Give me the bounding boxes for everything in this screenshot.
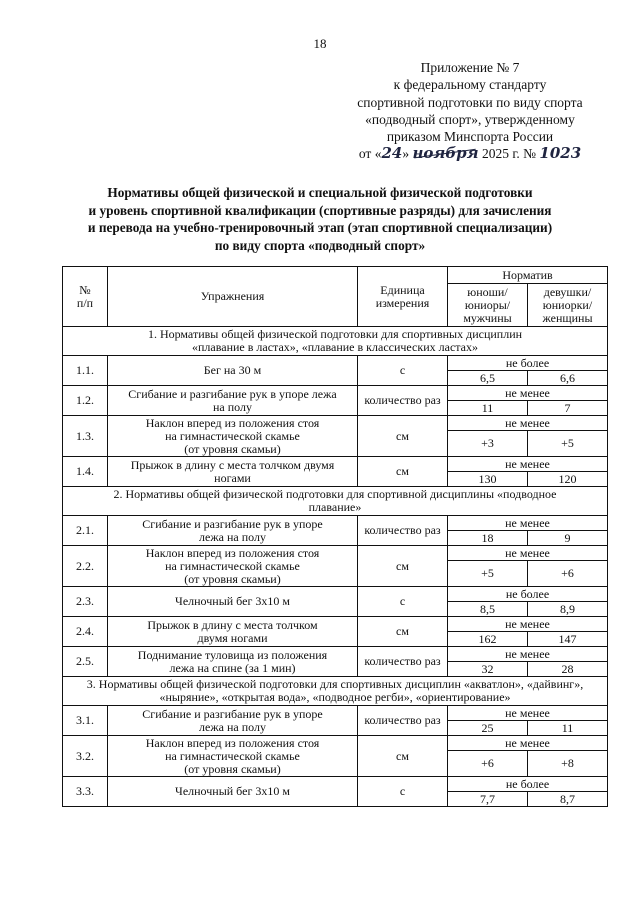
row-value-girls: 8,9 — [528, 602, 608, 617]
row-number: 2.2. — [63, 546, 108, 587]
order-date-line — [330, 145, 610, 162]
row-value-boys: 130 — [448, 472, 528, 487]
row-exercise: Прыжок в длину с места толчком двумя ногами — [108, 457, 358, 487]
table-row — [63, 647, 608, 662]
row-value-boys: 7,7 — [448, 792, 528, 807]
date-prefix: от « — [358, 146, 382, 162]
row-value-girls: 8,7 — [528, 792, 608, 807]
row-number: 3.1. — [63, 706, 108, 736]
section-title: 3. Нормативы общей физической подготовки для спортивных дисциплин «акватлон», «дайвинг», «ныряние», «открытая вода», «подводное регби», «ориентирование» — [63, 677, 608, 706]
header-boys: юноши/ юниоры/ мужчины — [448, 284, 528, 327]
row-value-boys: +3 — [448, 431, 528, 457]
section-title: 2. Нормативы общей физической подготовки для спортивной дисциплины «подводное плавание» — [63, 487, 608, 516]
row-value-boys: +5 — [448, 561, 528, 587]
table-row — [63, 777, 608, 792]
row-exercise: Сгибание и разгибание рук в упоре лежа на полу — [108, 516, 358, 546]
table-row — [63, 457, 608, 472]
row-value-girls: +6 — [528, 561, 608, 587]
row-condition: не менее — [448, 457, 608, 472]
row-value-boys: 32 — [448, 662, 528, 677]
section-title: 1. Нормативы общей физической подготовки для спортивных дисциплин «плавание в ластах», «плавание в классических ластах» — [63, 327, 608, 356]
row-number: 1.2. — [63, 386, 108, 416]
row-value-girls: 11 — [528, 721, 608, 736]
row-value-boys: 11 — [448, 401, 528, 416]
appendix-line: «подводный спорт», утвержденному — [365, 111, 575, 127]
document-title — [40, 184, 600, 254]
row-condition: не менее — [448, 736, 608, 751]
row-number: 3.3. — [63, 777, 108, 807]
row-value-boys: 6,5 — [448, 371, 528, 386]
table-row — [63, 546, 608, 561]
header-exercise: Упражнения — [108, 267, 358, 327]
handwritten-order-number: 1023 — [539, 144, 582, 163]
row-value-boys: 8,5 — [448, 602, 528, 617]
row-unit: количество раз — [358, 647, 448, 677]
row-unit: см — [358, 546, 448, 587]
header-unit: Единица измерения — [358, 267, 448, 327]
row-unit: см — [358, 617, 448, 647]
row-condition: не менее — [448, 546, 608, 561]
row-unit: количество раз — [358, 386, 448, 416]
table-row — [63, 416, 608, 431]
row-value-boys: 25 — [448, 721, 528, 736]
row-unit: количество раз — [358, 706, 448, 736]
row-exercise: Наклон вперед из положения стоя на гимнастической скамье (от уровня скамьи) — [108, 546, 358, 587]
row-condition: не более — [448, 356, 608, 371]
row-number: 2.5. — [63, 647, 108, 677]
row-condition: не менее — [448, 647, 608, 662]
row-unit: см — [358, 736, 448, 777]
row-condition: не менее — [448, 516, 608, 531]
row-unit: с — [358, 587, 448, 617]
row-condition: не менее — [448, 706, 608, 721]
table-row — [63, 516, 608, 531]
row-condition: не менее — [448, 617, 608, 632]
row-value-girls: 120 — [528, 472, 608, 487]
row-value-girls: 147 — [528, 632, 608, 647]
row-value-girls: 7 — [528, 401, 608, 416]
row-exercise: Поднимание туловища из положения лежа на спине (за 1 мин) — [108, 647, 358, 677]
page-number: 18 — [313, 36, 327, 51]
row-exercise: Сгибание и разгибание рук в упоре лежа на полу — [108, 386, 358, 416]
row-value-girls: 9 — [528, 531, 608, 546]
appendix-line: к федеральному стандарту — [393, 77, 547, 93]
table-row — [63, 356, 608, 371]
handwritten-month: ноября — [412, 144, 479, 163]
table-row — [63, 386, 608, 401]
row-number: 2.1. — [63, 516, 108, 546]
row-unit: см — [358, 457, 448, 487]
norms-table — [62, 266, 608, 807]
row-number: 2.3. — [63, 587, 108, 617]
appendix-title: Приложение № 7 — [420, 60, 520, 75]
row-exercise: Наклон вперед из положения стоя на гимнастической скамье (от уровня скамьи) — [108, 416, 358, 457]
table-row — [63, 736, 608, 751]
row-exercise: Сгибание и разгибание рук в упоре лежа на полу — [108, 706, 358, 736]
title-line: и уровень спортивной квалификации (спортивные разряды) для зачисления — [88, 202, 552, 218]
row-condition: не менее — [448, 386, 608, 401]
header-number: № п/п — [63, 267, 108, 327]
row-number: 2.4. — [63, 617, 108, 647]
header-norm: Норматив — [448, 267, 608, 284]
handwritten-day: 24 — [381, 144, 403, 163]
table-row — [63, 617, 608, 632]
row-value-girls: +8 — [528, 751, 608, 777]
row-condition: не более — [448, 777, 608, 792]
title-line: по виду спорта «подводный спорт» — [214, 237, 426, 253]
row-number: 1.1. — [63, 356, 108, 386]
norms-table-body — [63, 327, 608, 807]
row-condition: не более — [448, 587, 608, 602]
date-year: 2025 г. № — [481, 146, 537, 162]
row-number: 3.2. — [63, 736, 108, 777]
row-value-boys: 162 — [448, 632, 528, 647]
row-unit: с — [358, 356, 448, 386]
row-unit: с — [358, 777, 448, 807]
row-unit: количество раз — [358, 516, 448, 546]
appendix-line: приказом Минспорта России — [386, 129, 554, 145]
row-value-girls: +5 — [528, 431, 608, 457]
row-exercise: Челночный бег 3х10 м — [108, 587, 358, 617]
row-unit: см — [358, 416, 448, 457]
table-row — [63, 706, 608, 721]
row-condition: не менее — [448, 416, 608, 431]
row-value-girls: 28 — [528, 662, 608, 677]
header-girls: девушки/ юниорки/ женщины — [528, 284, 608, 327]
row-exercise: Челночный бег 3х10 м — [108, 777, 358, 807]
table-row — [63, 587, 608, 602]
appendix-block — [330, 59, 610, 163]
row-value-girls: 6,6 — [528, 371, 608, 386]
row-number: 1.4. — [63, 457, 108, 487]
appendix-line: спортивной подготовки по виду спорта — [357, 94, 583, 110]
row-number: 1.3. — [63, 416, 108, 457]
row-exercise: Бег на 30 м — [108, 356, 358, 386]
row-exercise: Прыжок в длину с места толчком двумя ногами — [108, 617, 358, 647]
row-value-boys: 18 — [448, 531, 528, 546]
title-line: Нормативы общей физической и специальной физической подготовки — [107, 185, 533, 200]
title-line: и перевода на учебно-тренировочный этап (этап спортивной специализации) — [87, 220, 553, 235]
row-exercise: Наклон вперед из положения стоя на гимнастической скамье (от уровня скамьи) — [108, 736, 358, 777]
row-value-boys: +6 — [448, 751, 528, 777]
date-mid: » — [402, 146, 410, 162]
